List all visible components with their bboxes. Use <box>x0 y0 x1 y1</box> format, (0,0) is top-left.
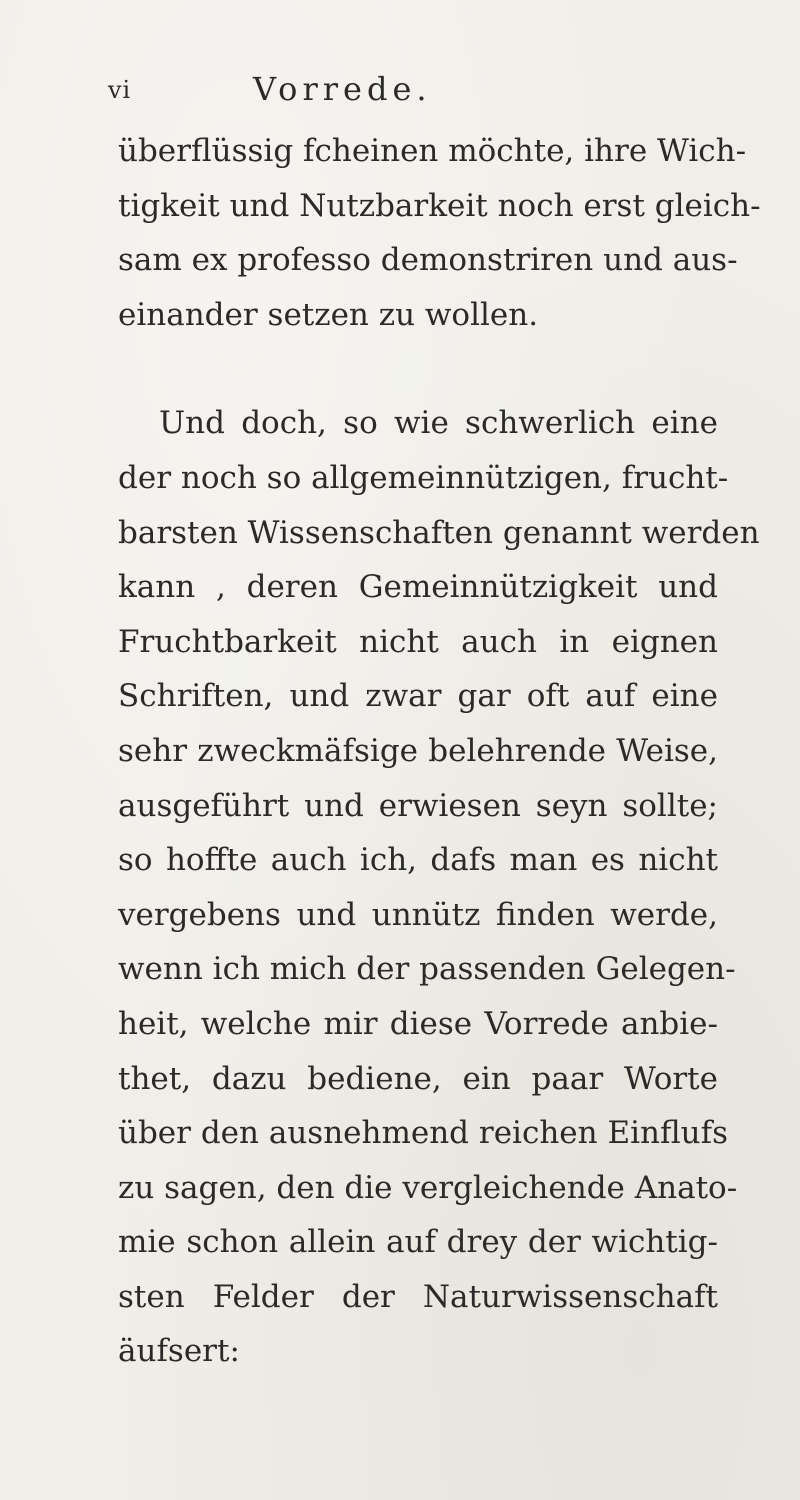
text-line: tigkeit und Nutzbarkeit noch erst gleich- <box>118 187 761 224</box>
text-line: sehr zweckmäfsige belehrende Weise, <box>118 732 718 769</box>
page-header <box>108 70 708 110</box>
text-line: zu sagen, den die vergleichende Anato- <box>118 1169 738 1206</box>
text-line: äufsert: <box>118 1333 240 1370</box>
text-line: wenn ich mich der passenden Gelegen- <box>118 951 736 988</box>
text-line: mie schon allein auf drey der wichtig- <box>118 1224 718 1261</box>
text-line: sten Felder der Naturwissenschaft <box>118 1278 718 1315</box>
paragraph-1 <box>118 124 761 342</box>
paragraph-gap <box>118 342 718 396</box>
text-line: Schriften, und zwar gar oft auf eine <box>118 678 718 715</box>
text-line: kann , deren Gemeinnützigkeit und <box>118 569 718 606</box>
text-line: ausgeführt und erwiesen seyn sollte; <box>118 787 718 824</box>
text-line: thet, dazu bediene, ein paar Worte <box>118 1060 718 1097</box>
page-number: vi <box>108 76 132 104</box>
text-line: heit, welche mir diese Vorrede anbie- <box>118 1005 718 1042</box>
text-line: vergebens und unnütz finden werde, <box>118 896 718 933</box>
text-line: einander setzen zu wollen. <box>118 296 539 333</box>
text-line: Fruchtbarkeit nicht auch in eignen <box>118 623 718 660</box>
running-head: Vorrede. <box>253 70 432 108</box>
paragraph-2 <box>118 396 760 1379</box>
text-line: überflüssig fcheinen möchte, ihre Wich- <box>118 133 747 169</box>
text-line: Und doch, so wie schwerlich eine <box>159 405 718 442</box>
text-line: über den ausnehmend reichen Einflufs <box>118 1115 728 1152</box>
body-text <box>118 124 761 1379</box>
text-line: sam ex professo demonstriren und aus- <box>118 242 738 279</box>
text-line: so hoffte auch ich, dafs man es nicht <box>118 842 718 879</box>
text-line: der noch so allgemeinnützigen, frucht- <box>118 459 729 496</box>
text-line: barsten Wissenschaften genannt werden <box>118 514 760 551</box>
